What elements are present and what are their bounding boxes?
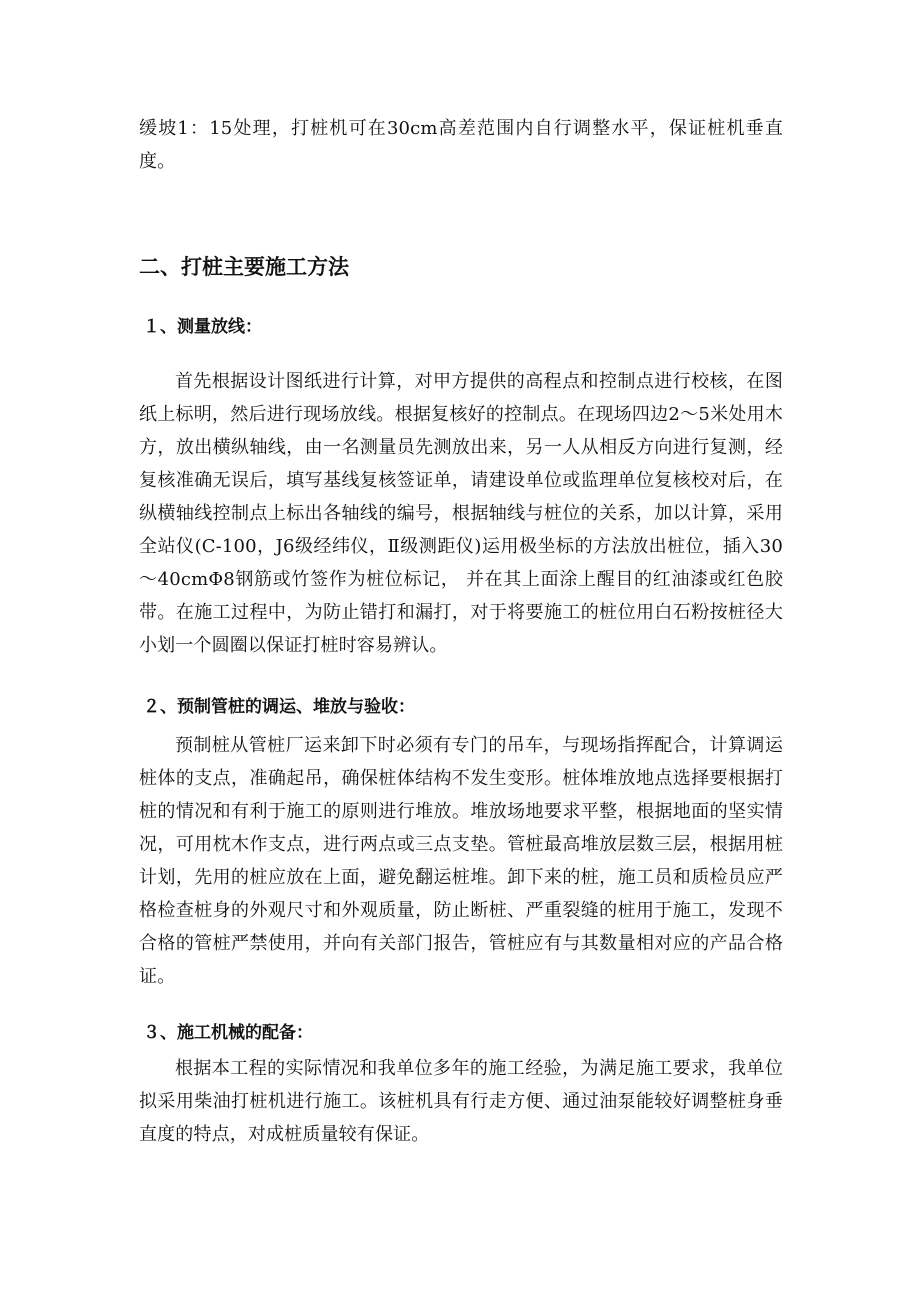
subsection-title-survey: １、测量放线： [143,317,262,337]
subsection-body-machinery: 根据本工程的实际情况和我单位多年的施工经验，为满足施工要求，我单位拟采用柴油打桩机进行施工。该桩机具有行走方便、通过油泵能较好调整桩身垂直度的特点，对成桩质量较有保证。 [139,1058,783,1145]
continuation-paragraph: 缓坡1：15处理，打桩机可在30cm高差范围内自行调整水平，保证桩机垂直度。 [139,118,783,172]
subsection-body-survey: 首先根据设计图纸进行计算，对甲方提供的高程点和控制点进行校核，在图纸上标明，然后进行现场放线。根据复核好的控制点。在现场四边2～5米处用木方，放出横纵轴线，由一名测量员先测放出来，另一人从相反方向进行复测，经复核准确无误后，填写基线复核签证单，请建设单位或监理单位复核校对后，在纵横轴线控制点上标出各轴线的编号，根据轴线与桩位的关系，加以计算，采用全站仪(C-100，J6级经纬仪，Ⅱ级测距仪)运用极坐标的方法放出桩位，插入30～40cmΦ8钢筋或竹签作为桩位标记， 并在其上面涂上醒目的红油漆或红色胶带。在施工过程中，为防止错打和漏打，对于将要施工的桩位用白石粉按桩径大小划一个圆圈以保证打桩时容易辨认。 [139,371,783,656]
section-title: 二、打桩主要施工方法 [139,255,349,279]
subsection-title-machinery: ３、施工机械的配备： [143,1023,313,1043]
subsection-body-pile-handling: 预制桩从管桩厂运来卸下时必须有专门的吊车，与现场指挥配合，计算调运桩体的支点，准确起吊，确保桩体结构不发生变形。桩体堆放地点选择要根据打桩的情况和有利于施工的原则进行堆放。堆放场地要求平整，根据地面的坚实情况，可用枕木作支点，进行两点或三点支垫。管桩最高堆放层数三层，根据用桩计划，先用的桩应放在上面，避免翻运桩堆。卸下来的桩，施工员和质检员应严格检查桩身的外观尺寸和外观质量，防止断桩、严重裂缝的桩用于施工，发现不合格的管桩严禁使用，并向有关部门报告，管桩应有与其数量相对应的产品合格证。 [139,735,783,987]
subsection-title-pile-handling: ２、预制管桩的调运、堆放与验收： [143,697,415,717]
